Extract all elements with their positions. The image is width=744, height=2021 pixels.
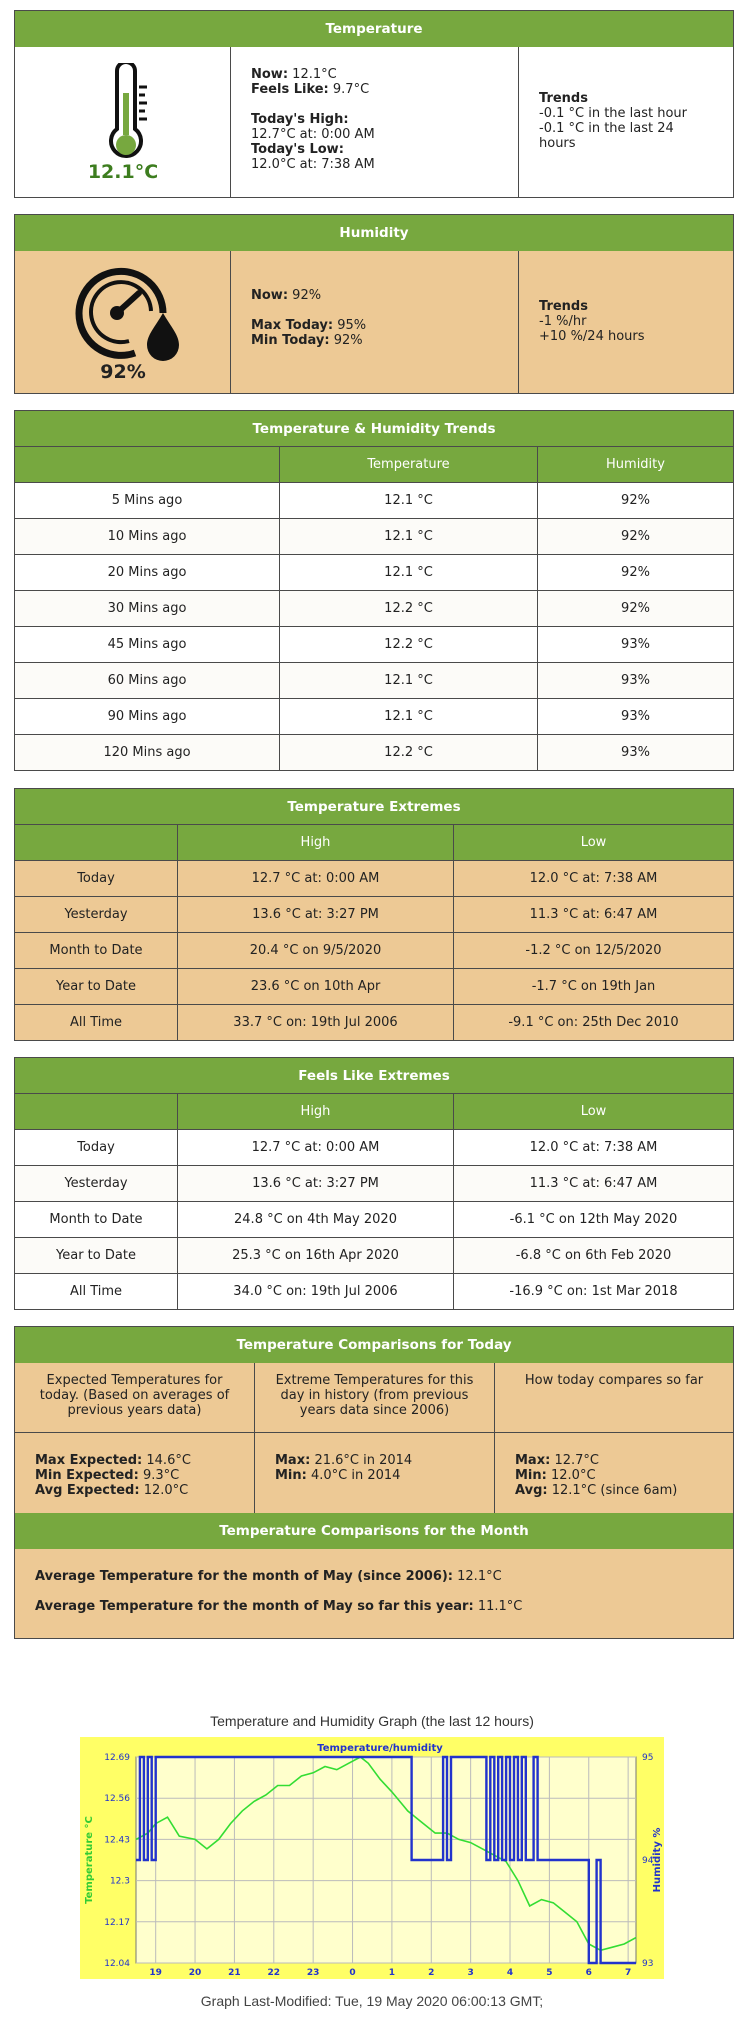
x-tick-label: 5 bbox=[546, 1968, 553, 1978]
feels-extremes-cell: -16.9 °C on: 1st Mar 2018 bbox=[454, 1274, 734, 1310]
feels-extremes-cell: 11.3 °C at: 6:47 AM bbox=[454, 1166, 734, 1202]
feels-extremes-header-low: Low bbox=[454, 1094, 734, 1130]
month-avg-value: 12.1°C bbox=[457, 1569, 502, 1584]
x-tick-label: 2 bbox=[428, 1968, 435, 1978]
todays-high-value: 12.7°C at: 0:00 AM bbox=[251, 127, 375, 142]
history-max-value: 21.6°C in 2014 bbox=[314, 1453, 413, 1468]
trends-cell: 120 Mins ago bbox=[15, 735, 280, 771]
temp-extremes-cell: Yesterday bbox=[15, 897, 178, 933]
humidity-icon-cell bbox=[15, 251, 231, 393]
chart-y2label: Humidity % bbox=[652, 1827, 663, 1893]
feels-extremes-cell: Yesterday bbox=[15, 1166, 178, 1202]
humidity-max-label: Max Today: bbox=[251, 318, 334, 333]
x-tick-label: 3 bbox=[467, 1968, 474, 1978]
comparisons-panel bbox=[14, 1326, 734, 1639]
trends-cell: 93% bbox=[538, 735, 734, 771]
trends-table-body bbox=[15, 483, 734, 771]
temp-extremes-cell: Year to Date bbox=[15, 969, 178, 1005]
temp-extremes-cell: All Time bbox=[15, 1005, 178, 1041]
trends-row bbox=[15, 699, 734, 735]
chart-title: Temperature/humidity bbox=[317, 1743, 443, 1754]
trends-cell: 93% bbox=[538, 663, 734, 699]
today-values bbox=[495, 1433, 733, 1513]
feels-extremes-cell: 34.0 °C on: 19th Jul 2006 bbox=[178, 1274, 454, 1310]
trend-line-1: -0.1 °C in the last hour bbox=[539, 106, 688, 121]
trends-row bbox=[15, 555, 734, 591]
graph-heading: Temperature and Humidity Graph (the last 12 hours) bbox=[210, 1713, 534, 1729]
comparisons-title: Temperature Comparisons for Today bbox=[15, 1327, 733, 1363]
feels-extremes-cell: 24.8 °C on 4th May 2020 bbox=[178, 1202, 454, 1238]
y-tick-label: 12.69 bbox=[104, 1753, 130, 1763]
feels-extremes-cell: 12.0 °C at: 7:38 AM bbox=[454, 1130, 734, 1166]
feels-extremes-row bbox=[15, 1274, 734, 1310]
trends-cell: 93% bbox=[538, 627, 734, 663]
todays-low-value: 12.0°C at: 7:38 AM bbox=[251, 157, 375, 172]
month-avg-label: Average Temperature for the month of May (since 2006): bbox=[35, 1569, 453, 1584]
humidity-trend-line-2: +10 %/24 hours bbox=[539, 329, 645, 344]
temperature-humidity-chart bbox=[80, 1737, 664, 1979]
x-tick-label: 23 bbox=[306, 1968, 320, 1978]
temp-extremes-table bbox=[14, 788, 734, 1041]
trends-cell: 12.2 °C bbox=[280, 735, 538, 771]
feels-extremes-cell: 13.6 °C at: 3:27 PM bbox=[178, 1166, 454, 1202]
temp-extremes-header-high: High bbox=[178, 825, 454, 861]
expected-values bbox=[15, 1433, 255, 1513]
feels-extremes-body bbox=[15, 1130, 734, 1310]
history-heading: Extreme Temperatures for this day in history (from previous years data since 2006) bbox=[255, 1363, 495, 1432]
x-tick-label: 20 bbox=[188, 1968, 202, 1978]
history-values bbox=[255, 1433, 495, 1513]
trends-row bbox=[15, 519, 734, 555]
now-label: Now: bbox=[251, 67, 289, 82]
trends-row bbox=[15, 483, 734, 519]
temp-extremes-panel bbox=[14, 788, 734, 1041]
thermometer-icon bbox=[99, 63, 159, 173]
y-tick-label: 12.56 bbox=[104, 1794, 130, 1805]
feels-extremes-panel bbox=[14, 1057, 734, 1310]
humidity-min-value: 92% bbox=[333, 333, 363, 348]
x-tick-label: 4 bbox=[506, 1968, 514, 1978]
trends-cell: 92% bbox=[538, 483, 734, 519]
temp-extremes-body bbox=[15, 861, 734, 1041]
feels-extremes-row bbox=[15, 1166, 734, 1202]
temp-extremes-cell: 23.6 °C on 10th Apr bbox=[178, 969, 454, 1005]
feels-extremes-header-high: High bbox=[178, 1094, 454, 1130]
humidity-gauge-icon bbox=[71, 261, 181, 361]
trends-cell: 92% bbox=[538, 555, 734, 591]
feels-extremes-cell: All Time bbox=[15, 1274, 178, 1310]
temp-extremes-row bbox=[15, 933, 734, 969]
trends-cell: 12.1 °C bbox=[280, 519, 538, 555]
feels-extremes-cell: 25.3 °C on 16th Apr 2020 bbox=[178, 1238, 454, 1274]
trends-cell: 12.1 °C bbox=[280, 663, 538, 699]
trends-table-panel bbox=[14, 410, 734, 771]
x-tick-label: 7 bbox=[624, 1968, 632, 1978]
feels-extremes-cell: Year to Date bbox=[15, 1238, 178, 1274]
temp-extremes-cell: 20.4 °C on 9/5/2020 bbox=[178, 933, 454, 969]
feels-extremes-cell: -6.8 °C on 6th Feb 2020 bbox=[454, 1238, 734, 1274]
trends-cell: 45 Mins ago bbox=[15, 627, 280, 663]
min-expected-label: Min Expected: bbox=[35, 1468, 139, 1483]
trends-cell: 93% bbox=[538, 699, 734, 735]
trends-row bbox=[15, 627, 734, 663]
humidity-header: Humidity bbox=[15, 215, 733, 251]
temperature-icon-value: 12.1°C bbox=[87, 161, 159, 183]
today-max-label: Max: bbox=[515, 1453, 551, 1468]
temp-extremes-cell: -9.1 °C on: 25th Dec 2010 bbox=[454, 1005, 734, 1041]
trends-cell: 60 Mins ago bbox=[15, 663, 280, 699]
max-expected-label: Max Expected: bbox=[35, 1453, 143, 1468]
todays-high-label: Today's High: bbox=[251, 112, 349, 127]
humidity-trends-label: Trends bbox=[539, 299, 588, 314]
trends-cell: 92% bbox=[538, 591, 734, 627]
feels-like-label: Feels Like: bbox=[251, 82, 329, 97]
trends-cell: 12.1 °C bbox=[280, 483, 538, 519]
humidity-max-value: 95% bbox=[337, 318, 367, 333]
trends-cell: 5 Mins ago bbox=[15, 483, 280, 519]
feels-extremes-row bbox=[15, 1238, 734, 1274]
x-tick-label: 1 bbox=[388, 1968, 396, 1978]
temp-extremes-header-empty bbox=[15, 825, 178, 861]
trends-cell: 10 Mins ago bbox=[15, 519, 280, 555]
temp-extremes-row bbox=[15, 1005, 734, 1041]
feels-extremes-row bbox=[15, 1202, 734, 1238]
trends-cell: 12.2 °C bbox=[280, 591, 538, 627]
today-min-value: 12.0°C bbox=[551, 1468, 596, 1483]
trends-row bbox=[15, 735, 734, 771]
feels-extremes-row bbox=[15, 1130, 734, 1166]
trends-cell: 90 Mins ago bbox=[15, 699, 280, 735]
feels-extremes-title: Feels Like Extremes bbox=[15, 1058, 734, 1094]
humidity-trend-line-1: -1 %/hr bbox=[539, 314, 587, 329]
todays-low-label: Today's Low: bbox=[251, 142, 344, 157]
today-avg-value: 12.1°C (since 6am) bbox=[551, 1483, 678, 1498]
trends-table-title: Temperature & Humidity Trends bbox=[15, 411, 734, 447]
trends-cell: 20 Mins ago bbox=[15, 555, 280, 591]
month-comparisons-body bbox=[15, 1549, 733, 1638]
month-year-label: Average Temperature for the month of May so far this year: bbox=[35, 1599, 474, 1614]
humidity-min-label: Min Today: bbox=[251, 333, 330, 348]
today-compare-heading: How today compares so far bbox=[524, 1373, 704, 1388]
temperature-current-cell bbox=[231, 47, 519, 197]
trends-row bbox=[15, 591, 734, 627]
temp-extremes-row bbox=[15, 897, 734, 933]
today-min-label: Min: bbox=[515, 1468, 547, 1483]
chart-ylabel: Temperature °C bbox=[84, 1816, 95, 1904]
trends-header-humidity: Humidity bbox=[538, 447, 734, 483]
expected-heading: Expected Temperatures for today. (Based on averages of previous years data) bbox=[15, 1363, 255, 1432]
x-tick-label: 0 bbox=[349, 1968, 356, 1978]
temp-extremes-cell: -1.7 °C on 19th Jan bbox=[454, 969, 734, 1005]
history-min-value: 4.0°C in 2014 bbox=[311, 1468, 401, 1483]
trends-label: Trends bbox=[539, 91, 588, 106]
temp-extremes-header-low: Low bbox=[454, 825, 734, 861]
temp-extremes-cell: Month to Date bbox=[15, 933, 178, 969]
trend-line-2: -0.1 °C in the last 24 hours bbox=[539, 121, 674, 151]
temp-extremes-row bbox=[15, 969, 734, 1005]
temp-extremes-cell: 12.0 °C at: 7:38 AM bbox=[454, 861, 734, 897]
feels-extremes-cell: Month to Date bbox=[15, 1202, 178, 1238]
temp-extremes-cell: 11.3 °C at: 6:47 AM bbox=[454, 897, 734, 933]
trends-cell: 12.2 °C bbox=[280, 627, 538, 663]
today-max-value: 12.7°C bbox=[554, 1453, 599, 1468]
feels-extremes-cell: Today bbox=[15, 1130, 178, 1166]
temperature-icon-cell bbox=[15, 47, 231, 197]
trends-cell: 30 Mins ago bbox=[15, 591, 280, 627]
trends-cell: 12.1 °C bbox=[280, 699, 538, 735]
feels-extremes-cell: 12.7 °C at: 0:00 AM bbox=[178, 1130, 454, 1166]
y-tick-label: 12.04 bbox=[104, 1959, 130, 1969]
avg-expected-label: Avg Expected: bbox=[35, 1483, 140, 1498]
temp-extremes-cell: 12.7 °C at: 0:00 AM bbox=[178, 861, 454, 897]
graph-footer: Graph Last-Modified: Tue, 19 May 2020 06:00:13 GMT; bbox=[200, 1993, 544, 2009]
humidity-panel bbox=[14, 214, 734, 394]
temp-extremes-cell: 13.6 °C at: 3:27 PM bbox=[178, 897, 454, 933]
temperature-panel bbox=[14, 10, 734, 198]
min-expected-value: 9.3°C bbox=[142, 1468, 180, 1483]
temp-extremes-row bbox=[15, 861, 734, 897]
trends-header-empty bbox=[15, 447, 280, 483]
y2-tick-label: 94 bbox=[642, 1856, 654, 1866]
humidity-now-label: Now: bbox=[251, 288, 289, 303]
today-avg-label: Avg: bbox=[515, 1483, 548, 1498]
x-tick-label: 22 bbox=[267, 1968, 281, 1978]
trends-cell: 12.1 °C bbox=[280, 555, 538, 591]
humidity-trends-cell bbox=[519, 251, 733, 393]
humidity-now-value: 92% bbox=[292, 288, 322, 303]
trends-table bbox=[14, 410, 734, 771]
humidity-current-cell bbox=[231, 251, 519, 393]
feels-like-value: 9.7°C bbox=[332, 82, 370, 97]
history-max-label: Max: bbox=[275, 1453, 311, 1468]
temp-extremes-cell: 33.7 °C on: 19th Jul 2006 bbox=[178, 1005, 454, 1041]
temp-extremes-title: Temperature Extremes bbox=[15, 789, 734, 825]
feels-extremes-cell: -6.1 °C on 12th May 2020 bbox=[454, 1202, 734, 1238]
max-expected-value: 14.6°C bbox=[146, 1453, 191, 1468]
trends-header-temperature: Temperature bbox=[280, 447, 538, 483]
trends-cell: 92% bbox=[538, 519, 734, 555]
y-tick-label: 12.17 bbox=[104, 1917, 130, 1928]
history-min-label: Min: bbox=[275, 1468, 307, 1483]
feels-extremes-table bbox=[14, 1057, 734, 1310]
y-tick-label: 12.3 bbox=[109, 1876, 130, 1887]
feels-extremes-header-empty bbox=[15, 1094, 178, 1130]
humidity-icon-value: 92% bbox=[100, 361, 146, 383]
avg-expected-value: 12.0°C bbox=[143, 1483, 189, 1498]
now-value: 12.1°C bbox=[292, 67, 337, 82]
x-tick-label: 21 bbox=[228, 1968, 241, 1978]
y2-tick-label: 95 bbox=[642, 1753, 654, 1763]
x-tick-label: 6 bbox=[585, 1968, 592, 1978]
x-tick-label: 19 bbox=[149, 1968, 162, 1978]
y-tick-label: 12.43 bbox=[104, 1835, 130, 1846]
y2-tick-label: 93 bbox=[642, 1959, 654, 1969]
temp-extremes-cell: Today bbox=[15, 861, 178, 897]
month-comparisons-title: Temperature Comparisons for the Month bbox=[15, 1513, 733, 1549]
trends-row bbox=[15, 663, 734, 699]
temperature-header: Temperature bbox=[15, 11, 733, 47]
month-year-value: 11.1°C bbox=[477, 1599, 523, 1614]
temp-extremes-cell: -1.2 °C on 12/5/2020 bbox=[454, 933, 734, 969]
temperature-trends-cell bbox=[519, 47, 733, 197]
